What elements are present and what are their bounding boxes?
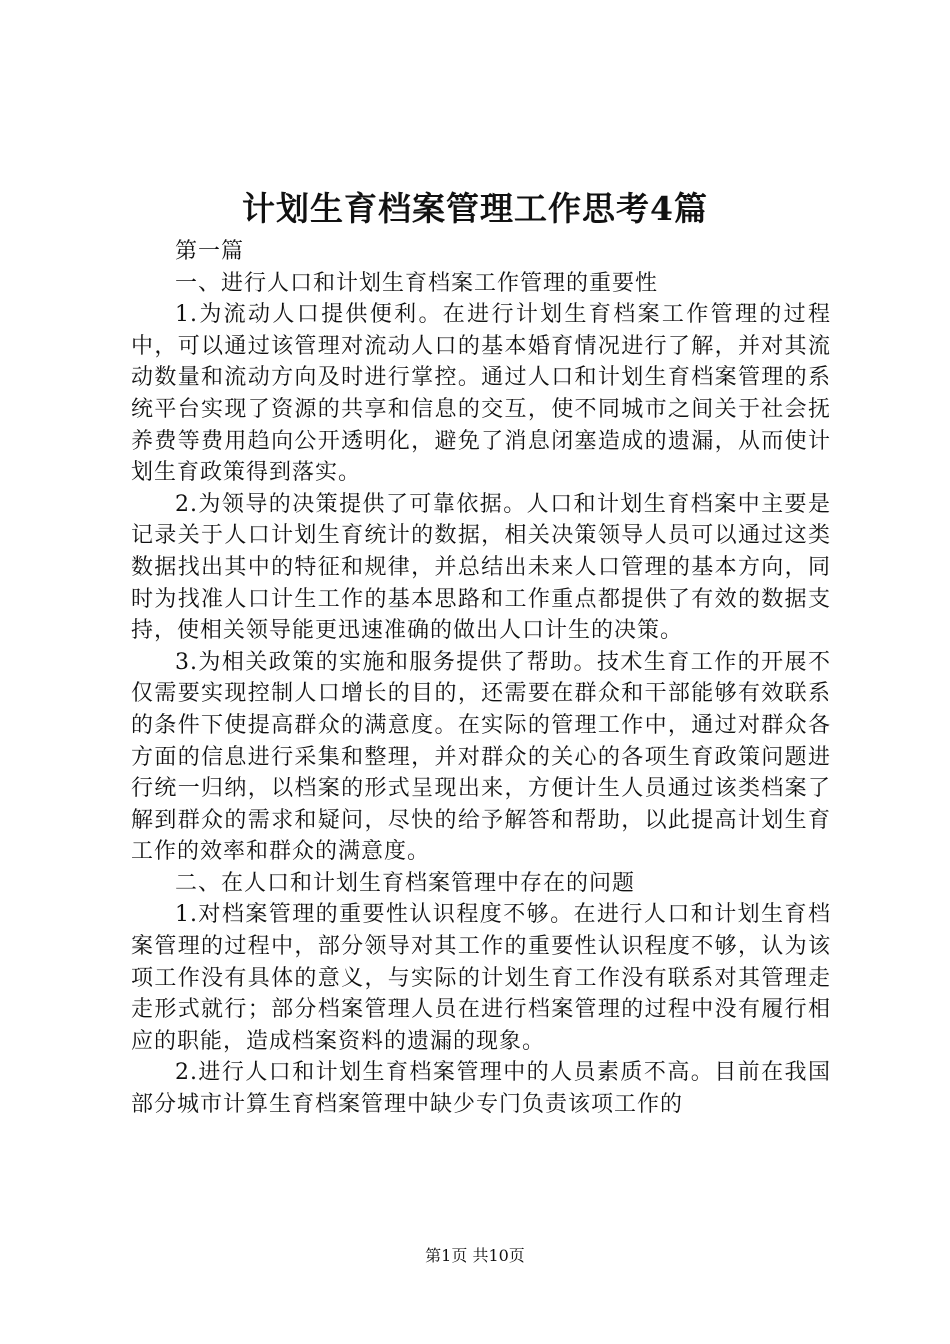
body-paragraph: 2.为领导的决策提供了可靠依据。人口和计划生育档案中主要是记录关于人口计划生育统计的数据，相关决策领导人员可以通过这类数据找出其中的特征和规律，并总结出未来人口管理的基本方向，同时为找准人口计生工作的基本思路和工作重点都提供了有效的数据支持，使相关领导能更迅速准确的做出人口计生的决策。 bbox=[131, 491, 831, 644]
page-number-footer: 第1页 共10页 bbox=[425, 1246, 525, 1265]
body-paragraph: 2.进行人口和计划生育档案管理中的人员素质不高。目前在我国部分城市计算生育档案管理中缺少专门负责该项工作的 bbox=[131, 1060, 831, 1118]
body-paragraph: 1.为流动人口提供便利。在进行计划生育档案工作管理的过程中，可以通过该管理对流动人口的基本婚育情况进行了解，并对其流动数量和流动方向及时进行掌控。通过人口和计划生育档案管理的系统平台实现了资源的共享和信息的交互，使不同城市之间关于社会抚养费等费用趋向公开透明化，避免了消息闭塞造成的遗漏，从而使计划生育政策得到落实。 bbox=[131, 302, 831, 486]
section-heading: 二、在人口和计划生育档案管理中存在的问题 bbox=[175, 870, 636, 896]
body-paragraph: 1.对档案管理的重要性认识程度不够。在进行人口和计划生育档案管理的过程中，部分领导对其工作的重要性认识程度不够，认为该项工作没有具体的意义，与实际的计划生育工作没有联系对其管理走走形式就行；部分档案管理人员在进行档案管理的过程中没有履行相应的职能，造成档案资料的遗漏的现象。 bbox=[131, 902, 831, 1054]
document-body bbox=[131, 236, 831, 1121]
body-paragraph: 3.为相关政策的实施和服务提供了帮助。技术生育工作的开展不仅需要实现控制人口增长的目的，还需要在群众和干部能够有效联系的条件下使提高群众的满意度。在实际的管理工作中，通过对群众各方面的信息进行采集和整理，并对群众的关心的各项生育政策问题进行统一归纳，以档案的形式呈现出来，方便计生人员通过该类档案了解到群众的需求和疑问，尽快的给予解答和帮助，以此提高计划生育工作的效率和群众的满意度。 bbox=[131, 649, 831, 865]
section-label: 第一篇 bbox=[175, 239, 245, 264]
section-heading: 一、进行人口和计划生育档案工作管理的重要性 bbox=[175, 270, 659, 296]
document-title: 计划生育档案管理工作思考4篇 bbox=[242, 189, 708, 228]
